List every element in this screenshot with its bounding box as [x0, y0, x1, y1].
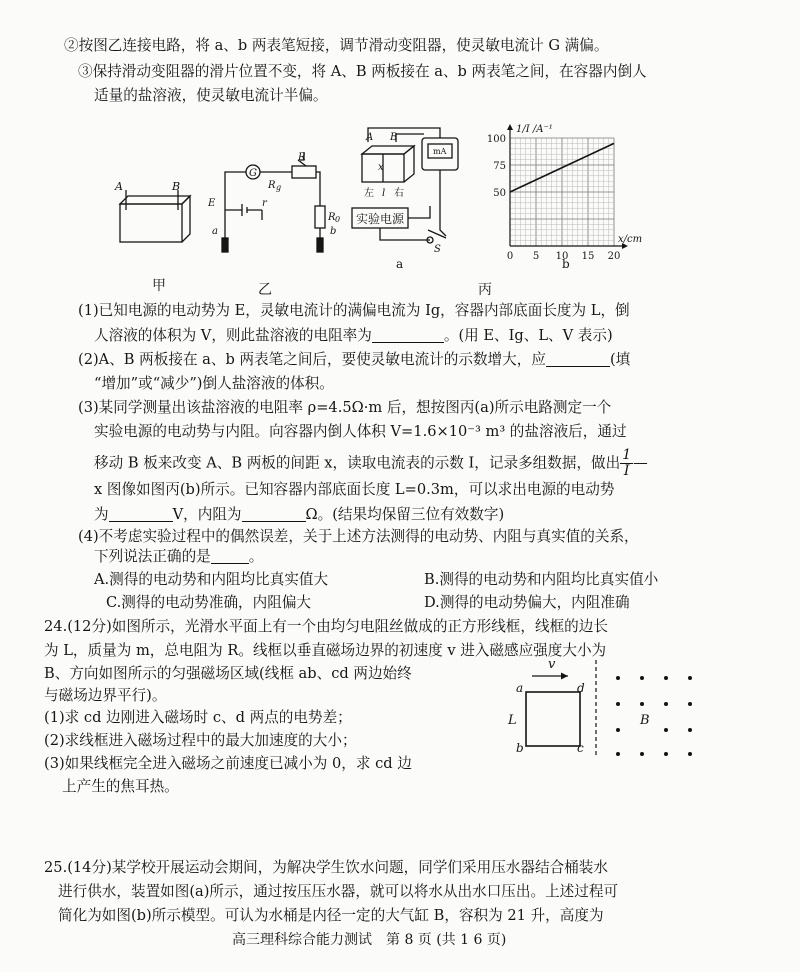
q2-line-1-post: (填 [609, 351, 631, 368]
step-3-line-1: ③保持滑动变阻器的滑片位置不变，将 A、B 两板接在 a、b 两表笔之间，在容器内倒人 [78, 63, 647, 80]
caption-a: a [396, 257, 404, 271]
x-tick-label: 0 [506, 251, 514, 262]
label-a: a [212, 226, 218, 237]
field-dot [616, 702, 620, 706]
q24-line-2: 为 L，质量为 m，总电阻为 R。线框以垂直磁场边界的初速度 v 进入磁感应强度大小为 [44, 642, 607, 659]
field-dot [616, 752, 620, 756]
q4-line-2 [94, 547, 263, 567]
fig-a: a [516, 681, 524, 695]
q24-sub-3-cont: 上产生的焦耳热。 [62, 778, 179, 795]
field-dot [640, 752, 644, 756]
label-A: A [115, 180, 123, 193]
q3-emf-blank[interactable] [109, 507, 173, 522]
label-A-a: A [366, 132, 374, 143]
label-R0: R [328, 212, 336, 223]
q4-line-2-pre: 下列说法正确的是 [94, 548, 211, 565]
label-left: 左 [364, 188, 374, 199]
label-R0-sub: 0 [335, 215, 341, 224]
field-dot [688, 702, 692, 706]
x-tick-label: 10 [555, 251, 569, 262]
power-label: 实验电源 [356, 212, 405, 226]
option-A: A.测得的电动势和内阻均比真实值大 [94, 571, 329, 588]
q24-line-4: 与磁场边界平行)。 [44, 687, 167, 704]
fig-b: b [516, 741, 524, 755]
q25-line-2: 进行供水，装置如图(a)所示，通过按压压水器，就可以将水从出水口压出。上述过程可 [58, 883, 619, 900]
x-tick-label: 20 [607, 251, 621, 262]
field-dot [664, 702, 668, 706]
q1-line-1: (1)已知电源的电动势为 E，灵敏电流计的满偏电流为 Ig，容器内部底面长度为 L，倒 [78, 302, 630, 319]
label-l: l [382, 188, 386, 199]
q25-line-3: 简化为如图(b)所示模型。可认为水桶是内径一定的大气缸 B，容积为 21 升，高度为 [58, 907, 604, 924]
y-tick-label: 100 [486, 134, 506, 145]
field-dot [664, 752, 668, 756]
q4-line-2-post: 。 [248, 548, 264, 565]
figure-yi-circuit [222, 152, 325, 252]
q2-line-2: “增加”或“减少”)倒人盐溶液的体积。 [94, 375, 334, 392]
q1-line-2-pre: 人溶液的体积为 V，则此盐溶液的电阻率为 [94, 327, 372, 344]
q25-line-1: 25.(14分)某学校开展运动会期间，为解决学生饮水问题，同学们采用压水器结合桶装水 [44, 859, 608, 876]
y-tick-label: 75 [493, 161, 506, 172]
x-axis-label: x/cm [618, 234, 643, 245]
label-Rg-sub: g [276, 183, 282, 192]
y-tick-label: 50 [493, 188, 506, 199]
y-axis-arrow [507, 124, 513, 130]
label-r: r [262, 198, 267, 209]
magnetic-field-dots [616, 676, 692, 756]
q1-line-2-post: 。(用 E、Ig、L、V 表示) [443, 327, 613, 344]
field-dot [688, 728, 692, 732]
fraction-denominator: I [623, 463, 630, 479]
caption-jia: 甲 [152, 278, 166, 294]
q2-line-1-pre: (2)A、B 两板接在 a、b 两表笔之间后，要使灵敏电流计的示数增大，应 [78, 351, 546, 368]
q4-line-1: (4)不考虑实验过程中的偶然误差，关于上述方法测得的电动势、内阻与真实值的关系， [78, 528, 639, 545]
q24-figure [500, 650, 700, 760]
label-b: b [330, 226, 337, 237]
caption-bing: 丙 [478, 282, 492, 298]
q3-line-3 [94, 448, 648, 479]
q2-line-1 [78, 350, 630, 370]
step-3-line-2: 适量的盐溶液，使灵敏电流计半偏。 [94, 87, 328, 104]
option-D: D.测得的电动势偏大，内阻准确 [424, 594, 630, 611]
label-S: S [434, 244, 441, 255]
fig-d: d [577, 681, 585, 695]
q2-answer-blank[interactable] [546, 352, 610, 367]
velocity-arrow-head [561, 673, 568, 680]
q3-resistance-blank[interactable] [242, 507, 306, 522]
meter-label: mA [433, 147, 447, 156]
label-G: G [249, 168, 257, 179]
label-B-a: B [390, 132, 398, 143]
q3-line-2: 实验电源的电动势与内阻。向容器内倒人体积 V=1.6×10⁻³ m³ 的盐溶液后，通过 [94, 423, 627, 440]
field-dot [640, 702, 644, 706]
option-B: B.测得的电动势和内阻均比真实值小 [424, 571, 659, 588]
q24-sub-2: (2)求线框进入磁场过程中的最大加速度的大小； [44, 732, 357, 749]
chart-1-over-I-vs-x [487, 124, 642, 262]
figure-jia-container [120, 190, 190, 242]
fraction-numerator: 1 [622, 447, 632, 463]
fig-v: v [548, 657, 556, 672]
q1-answer-blank[interactable] [372, 328, 444, 343]
q3-line-5-post: Ω。(结果均保留三位有效数字) [305, 506, 505, 523]
figures [0, 110, 800, 302]
fig-B: B [640, 713, 650, 728]
field-dot [616, 728, 620, 732]
q3-line-5-mid: V，内阻为 [172, 506, 242, 523]
q3-line-4: x 图像如图丙(b)所示。已知容器内部底面长度 L=0.3m，可以求出电源的电动势 [94, 481, 615, 498]
q24-line-1: 24.(12分)如图所示，光滑水平面上有一个由均匀电阻丝做成的正方形线框，线框的边长 [44, 618, 608, 635]
label-x: x [378, 162, 384, 173]
option-C: C.测得的电动势准确，内阻偏大 [106, 594, 312, 611]
field-dot [664, 676, 668, 680]
caption-b: b [562, 257, 570, 271]
field-dot [616, 676, 620, 680]
label-B: B [172, 180, 181, 193]
x-tick-label: 5 [532, 251, 540, 262]
step-2: ②按图乙连接电路，将 a、b 两表笔短接，调节滑动变阻器，使灵敏电流计 G 满偏。 [64, 37, 609, 54]
y-axis-label: 1/I /A⁻¹ [516, 124, 553, 135]
field-dot [688, 752, 692, 756]
field-dot [688, 676, 692, 680]
field-dot [640, 676, 644, 680]
q3-line-5-pre: 为 [94, 506, 109, 523]
q1-line-2 [94, 326, 613, 346]
q24-sub-3: (3)如果线框完全进入磁场之前速度已减小为 0，求 cd 边 [44, 755, 412, 772]
q24-line-3: B、方向如图所示的匀强磁场区域(线框 ab、cd 两边始终 [44, 665, 412, 682]
fig-L: L [508, 713, 517, 728]
fig-c: c [577, 741, 584, 755]
label-right: 右 [394, 188, 404, 199]
x-tick-label: 15 [581, 251, 595, 262]
caption-yi: 乙 [258, 282, 272, 298]
label-R: R [298, 152, 306, 163]
label-Rg: R [268, 180, 276, 191]
q4-answer-blank[interactable] [211, 549, 249, 564]
label-E: E [208, 198, 216, 209]
fraction-1-over-I [620, 448, 633, 479]
q24-sub-1: (1)求 cd 边刚进入磁场时 c、d 两点的电势差； [44, 709, 352, 726]
field-dot [664, 728, 668, 732]
q3-line-1: (3)某同学测量出该盐溶液的电阻率 ρ=4.5Ω·m 后，想按图丙(a)所示电路测定一个 [78, 399, 612, 416]
q3-line-5 [94, 505, 504, 525]
q3-line-3-post: — [633, 454, 648, 472]
q3-line-3-pre: 移动 B 板来改变 A、B 两板的间距 x，读取电流表的示数 I，记录多组数据，做出 [94, 454, 621, 472]
square-frame [526, 692, 580, 746]
page-footer: 高三理科综合能力测试 第 8 页 (共 1 6 页) [232, 932, 507, 948]
